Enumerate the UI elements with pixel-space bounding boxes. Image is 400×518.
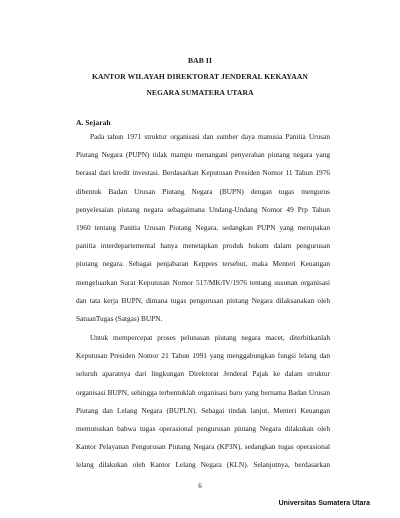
paragraph-line: Keputusan Presiden Nomor 21 Tahun 1991 yang menggabungkan fungsi lelang dan bbox=[76, 351, 330, 361]
paragraph-line: dan tata kerja BUPN, dimana tugas pengurusan piutang Negara dilaksanakan oleh bbox=[76, 295, 330, 305]
paragraph-1 bbox=[76, 128, 330, 328]
chapter-title-line-2: NEGARA SUMATERA UTARA bbox=[146, 88, 254, 97]
paragraph-2 bbox=[76, 329, 330, 475]
chapter-title-line-1: KANTOR WILAYAH DIREKTORAT JENDERAL KEKAYAAN bbox=[92, 72, 308, 81]
paragraph-line: berasal dari kredit investasi. Berdasarkan Keputusan Presiden Nomor 11 Tahun 1976 bbox=[76, 168, 330, 178]
paragraph-line: piutang negara. Sebagai penjabaran Keppres tersebut, maka Menteri Keuangan bbox=[76, 259, 330, 269]
section-heading: A. Sejarah bbox=[76, 118, 111, 127]
paragraph-line: mengeluarkan Surat Keputusan Nomor 517/MK/IV/1976 tentang susunan organisasi bbox=[76, 277, 330, 287]
paragraph-line: Untuk mempercepat proses pelunasan piutang negara macet, diterbitkanlah bbox=[90, 333, 330, 342]
paragraph-line: memutuskan bahwa tugas operasional pengurusan piutang Negara dilakukan oleh bbox=[76, 423, 330, 433]
paragraph-line: Pada tahun 1971 struktur organisasi dan sumber daya manusia Panitia Urusan bbox=[90, 132, 330, 141]
paragraph-line: Piutang Negara (PUPN) tidak mampu menangani penyerahan piutang negara yang bbox=[76, 150, 330, 160]
paragraph-line: seluruh aparatnya dari lingkungan Direktorat Jenderal Pajak ke dalam struktur bbox=[76, 369, 330, 379]
paragraph-line: panitia interdepartemental hanya menetapkan produk hukum dalam pengurusan bbox=[76, 241, 330, 251]
paragraph-line: Kantor Pelayanan Pengurusan Piutang Negara (KP3N), sedangkan tugas operasional bbox=[76, 442, 330, 452]
university-footer: Universitas Sumatera Utara bbox=[278, 500, 370, 507]
paragraph-line: lelang dilakukan oleh Kantor Lelang Negara (KLN). Selanjutnya, berdasarkan bbox=[76, 460, 330, 470]
paragraph-line: dibentuk Badan Urusan Piutang Negara (BUPN) dengan tugas mengurus bbox=[76, 186, 330, 196]
paragraph-line: penyelesaian piutang negara sebagaimana Undang-Undang Nomor 49 Prp Tahun bbox=[76, 204, 330, 214]
chapter-number: BAB II bbox=[187, 56, 213, 65]
paragraph-line: 1960 tentang Panitia Urusan Piutang Negara, sedangkan PUPN yang merupakan bbox=[76, 222, 330, 232]
paragraph-line: SatuanTugas (Satgas) BUPN. bbox=[76, 313, 163, 323]
page-number: 6 bbox=[198, 482, 202, 490]
paragraph-line: organisasi BUPN, sehingga terbentuklah organisasi baru yang bernama Badan Urusan bbox=[76, 387, 330, 397]
paragraph-line: Piutang dan Lelang Negara (BUPLN). Sebagai tindak lanjut, Menteri Keuangan bbox=[76, 405, 330, 415]
